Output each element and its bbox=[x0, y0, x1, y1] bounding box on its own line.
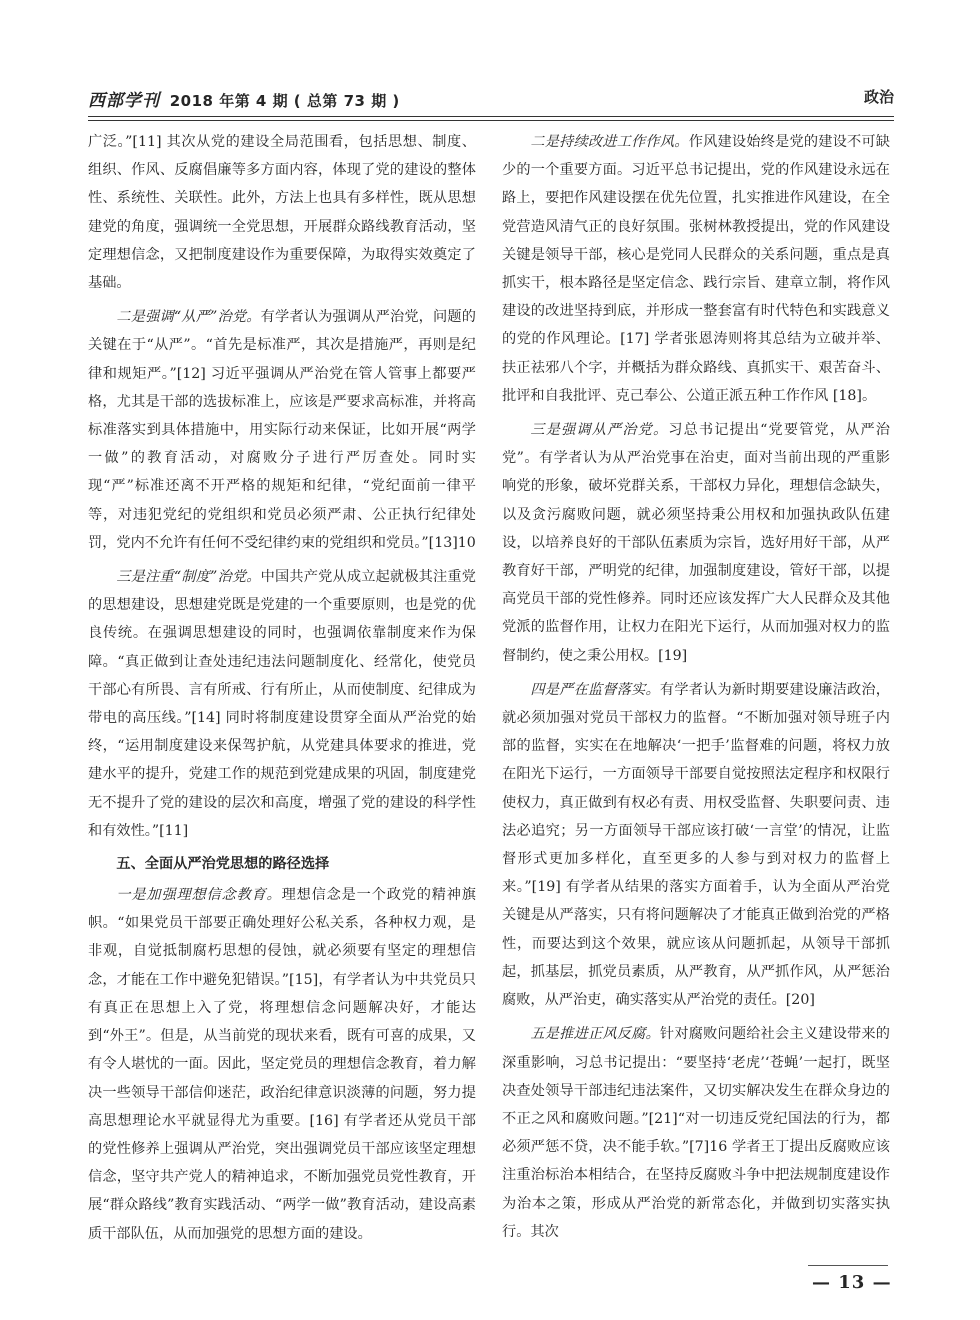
footer-rule bbox=[808, 1265, 888, 1266]
paragraph: 广泛。”[11] 其次从党的建设全局范围看，包括思想、制度、组织、作风、反腐倡廉等多方面内容，体现了党的建设的整体性、系统性、关联性。此外，方法上也具有多样性，既从思想建党的角度，强调统一全党思想，开展群众路线教育活动，坚定理想信念，又把制度建设作为重要保障，为取得实效奠定了基础。 bbox=[88, 134, 476, 292]
left-column bbox=[88, 128, 476, 1254]
journal-title bbox=[88, 86, 400, 111]
paragraph-lead: 四是严在监督落实。 bbox=[530, 681, 660, 698]
header-rule bbox=[88, 116, 894, 117]
paragraph bbox=[88, 563, 476, 845]
page-number: — 13 — bbox=[812, 1272, 892, 1293]
paragraph-body: 有学者认为强调从严治党，问题的关键在于“从严”。“首先是标准严，其次是措施严，再则是纪律和规矩严。”[12] 习近平强调从严治党在管人管事上都要严格，尤其是干部的选拔标准上，应该是严要求高标准，并将高标准落实到具体措施中，用实际行动来保证，比如开展“两学一做”的教育活动，对腐败分子进行严厉查处。同时实现“严”标准还离不开严格的规矩和纪律，“党纪面前一律平等，对违犯党纪的党组织和党员必须严肃、公正执行纪律处罚，党内不允许有任何不受纪律约束的党组织和党员。”[13]10 bbox=[88, 309, 476, 551]
paragraph-body: 针对腐败问题给社会主义建设带来的深重影响，习总书记提出：“要坚持‘老虎’‘苍蝇’一起打，既坚决查处领导干部违纪违法案件，又切实解决发生在群众身边的不正之风和腐败问题。”[21]“对一切违反党纪国法的行为，都必须严惩不贷，决不能手软。”[7]16 学者王丁提出反腐败应该注重治标治本相结合，在坚持反腐败斗争中把法规制度建设作为治本之策，形成从严治党的新常态化，并做到切实落实执行。其次 bbox=[502, 1026, 890, 1240]
journal-logo: 西部学刊 bbox=[88, 91, 160, 111]
paragraph-lead: 二是强调“从严”治党。 bbox=[116, 309, 261, 326]
running-header bbox=[88, 86, 894, 110]
journal-issue: 2018 年第 4 期 ( 总第 73 期 ) bbox=[169, 92, 400, 110]
section-label: 政治 bbox=[863, 88, 894, 106]
paragraph bbox=[88, 303, 476, 557]
right-column bbox=[502, 128, 890, 1252]
paragraph-body: 有学者认为新时期要建设廉洁政治，就必须加强对党员干部权力的监督。“不断加强对领导班子内部的监督，实实在在地解决‘一把手’监督难的问题，将权力放在阳光下运行，一方面领导干部要自觉按照法定程序和权限行使权力，真正做到有权必有责、用权受监督、失职要问责、违法必追究；另一方面领导干部应该打破‘一言堂’的情况，让监督形式更加多样化，直至更多的人参与到对权力的监督上来。”[19] 有学者从结果的落实方面着手，认为全面从严治党关键是从严落实，只有将问题解决了才能真正做到治党的严格性，而要达到这个效果，就应该从问题抓起，从领导干部抓起，抓基层，抓党员素质，从严教育，从严抓作风，从严惩治腐败，从严治吏，确实落实从严治党的责任。[20] bbox=[502, 681, 890, 1009]
paragraph-body: 中国共产党从成立起就极其注重党的思想建设，思想建党既是党建的一个重要原则，也是党的优良传统。在强调思想建设的同时，也强调依靠制度来作为保障。“真正做到让查处违纪违法问题制度化、经常化，使党员干部心有所畏、言有所戒、行有所止，从而使制度、纪律成为带电的高压线。”[14] 同时将制度建设贯穿全面从严治党的始终，“运用制度建设来保驾护航，从党建具体要求的推进，党建水平的提升，党建工作的规范到党建成果的巩固，制度建党无不提升了党的建设的层次和高度，增强了党的建设的科学性和有效性。”[11] bbox=[88, 569, 476, 839]
paragraph bbox=[502, 128, 890, 410]
paragraph bbox=[502, 416, 890, 670]
paragraph bbox=[502, 676, 890, 1014]
paragraph-body: 习总书记提出“党要管党，从严治党”。有学者认为从严治党事在治吏，面对当前出现的严重影响党的形象，破坏党群关系，干部权力异化，理想信念缺失，以及贪污腐败问题，就必须坚持秉公用权和加强执政队伍建设，以培养良好的干部队伍素质为宗旨，选好用好干部，从严教育好干部，严明党的纪律，加强制度建设，管好干部，以提高党员干部的党性修养。同时还应该发挥广大人民群众及其他党派的监督作用，让权力在阳光下运行，从而加强对权力的监督制约，使之秉公用权。[19] bbox=[502, 422, 890, 664]
section-heading: 五、全面从严治党思想的路径选择 bbox=[116, 856, 330, 873]
paragraph-lead: 一是加强理想信念教育。 bbox=[116, 887, 282, 904]
header-rule-thin bbox=[88, 120, 894, 121]
paragraph-lead: 三是注重“制度”治党。 bbox=[116, 569, 261, 586]
paragraph-lead: 五是推进正风反腐。 bbox=[530, 1026, 660, 1043]
paragraph-lead: 三是强调从严治党。 bbox=[530, 422, 669, 439]
paragraph bbox=[502, 1020, 890, 1246]
paragraph-body: 理想信念是一个政党的精神旗帜。“如果党员干部要正确处理好公私关系，各种权力观，是非观，自觉抵制腐朽思想的侵蚀，就必须要有坚定的理想信念，才能在工作中避免犯错误。”[15]，有学者认为中共党员只有真正在思想上入了党，将理想信念问题解决好，才能达到“外王”。但是，从当前党的现状来看，既有可喜的成果，又有令人堪忧的一面。因此，坚定党员的理想信念教育，着力解决一些领导干部信仰迷茫，政治纪律意识淡薄的问题，努力提高思想理论水平就显得尤为重要。[16] 有学者还从党员干部的党性修养上强调从严治党，突出强调党员干部应该坚定理想信念，坚守共产党人的精神追求，不断加强党员党性教育，开展“群众路线”教育实践活动、“两学一做”教育活动，建设高素质干部队伍，从而加强党的思想方面的建设。 bbox=[88, 887, 476, 1242]
paragraph-body: 作风建设始终是党的建设不可缺少的一个重要方面。习近平总书记提出，党的作风建设永远在路上，要把作风建设摆在优先位置，扎实推进作风建设，在全党营造风清气正的良好氛围。张树林教授提出，党的作风建设关键是领导干部，核心是党同人民群众的关系问题，重点是真抓实干，根本路径是坚定信念、践行宗旨、建章立制，将作风建设的改进坚持到底，并形成一整套富有时代特色和实践意义的党的作风理论。[17] 学者张恩涛则将其总结为立破并举、扶正祛邪八个字，并概括为群众路线、真抓实干、艰苦奋斗、批评和自我批评、克己奉公、公道正派五种工作作风 [18]。 bbox=[502, 134, 890, 404]
paragraph-lead: 二是持续改进工作作风。 bbox=[530, 134, 689, 150]
paragraph bbox=[88, 881, 476, 1248]
